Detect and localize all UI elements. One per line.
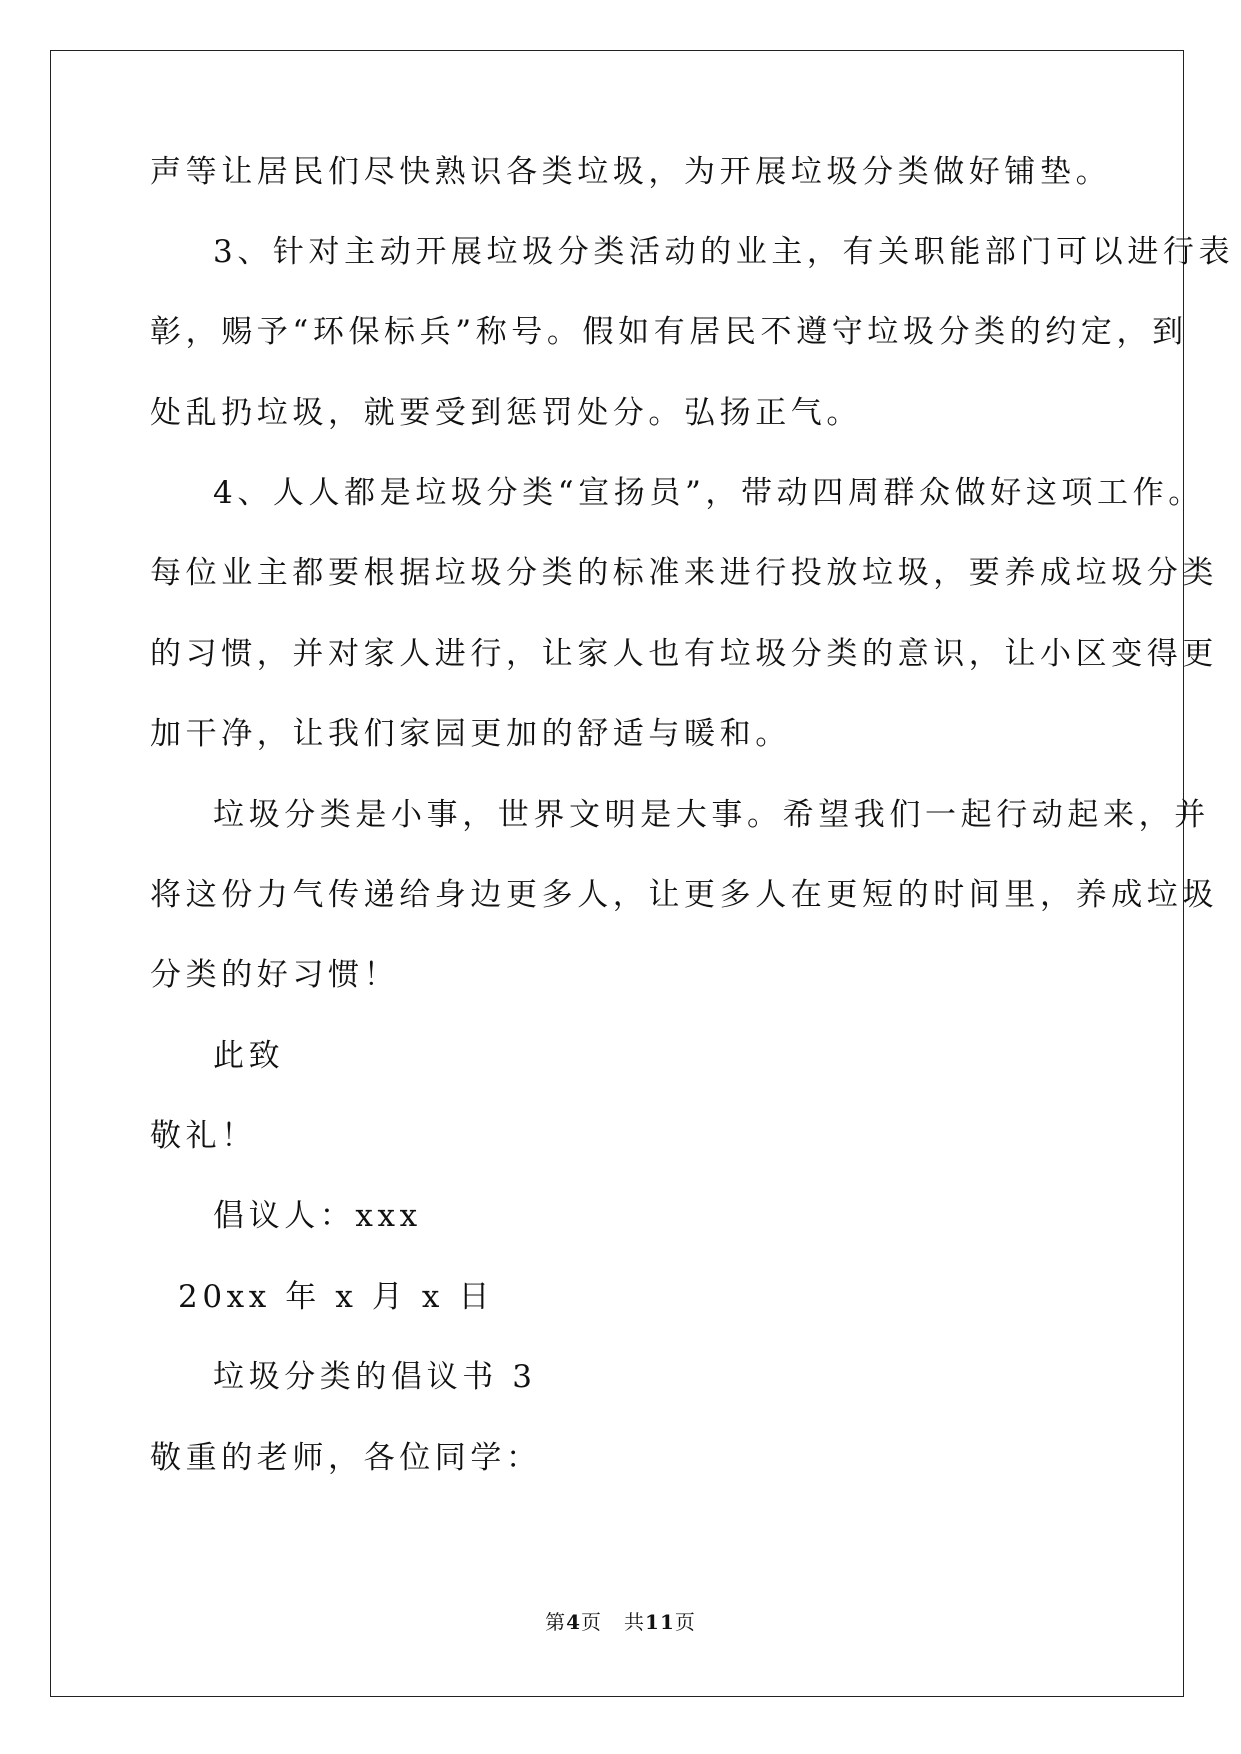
paragraph-line: 处乱扔垃圾，就要受到惩罚处分。弘扬正气。 <box>150 395 862 431</box>
page-prefix: 第 <box>545 1610 567 1634</box>
page-suffix: 页 <box>581 1610 603 1634</box>
total-suffix: 页 <box>674 1610 696 1634</box>
paragraph-line: 4、人人都是垃圾分类“宣扬员”，带动四周群众做好这项工作。 <box>213 475 1204 511</box>
paragraph-line: 垃圾分类是小事，世界文明是大事。希望我们一起行动起来，并 <box>213 797 1210 833</box>
paragraph-line: 分类的好习惯！ <box>150 957 400 993</box>
paragraph-line: 加干净，让我们家园更加的舒适与暖和。 <box>150 716 791 752</box>
greeting: 敬重的老师，各位同学： <box>150 1440 542 1476</box>
page-number: 4 <box>566 1610 582 1634</box>
date-line: 20xx 年 x 月 x 日 <box>178 1279 495 1315</box>
section-title: 垃圾分类的倡议书 3 <box>213 1359 537 1395</box>
paragraph-line: 的习惯，并对家人进行，让家人也有垃圾分类的意识，让小区变得更 <box>150 636 1218 672</box>
paragraph-line: 每位业主都要根据垃圾分类的标准来进行投放垃圾，要养成垃圾分类 <box>150 555 1218 591</box>
paragraph-line: 将这份力气传递给身边更多人，让更多人在更短的时间里，养成垃圾 <box>150 877 1218 913</box>
paragraph-line: 3、针对主动开展垃圾分类活动的业主，有关职能部门可以进行表 <box>213 234 1235 270</box>
signatory: 倡议人：xxx <box>213 1198 422 1234</box>
page-footer <box>0 1606 1241 1635</box>
closing-regards: 敬礼！ <box>150 1118 257 1154</box>
closing-salutation: 此致 <box>213 1038 285 1074</box>
total-pages: 11 <box>645 1610 675 1634</box>
paragraph-line: 彰，赐予“环保标兵”称号。假如有居民不遵守垃圾分类的约定，到 <box>150 314 1188 350</box>
paragraph-line: 声等让居民们尽快熟识各类垃圾，为开展垃圾分类做好铺垫。 <box>150 154 1112 190</box>
total-prefix: 共 <box>624 1610 646 1634</box>
